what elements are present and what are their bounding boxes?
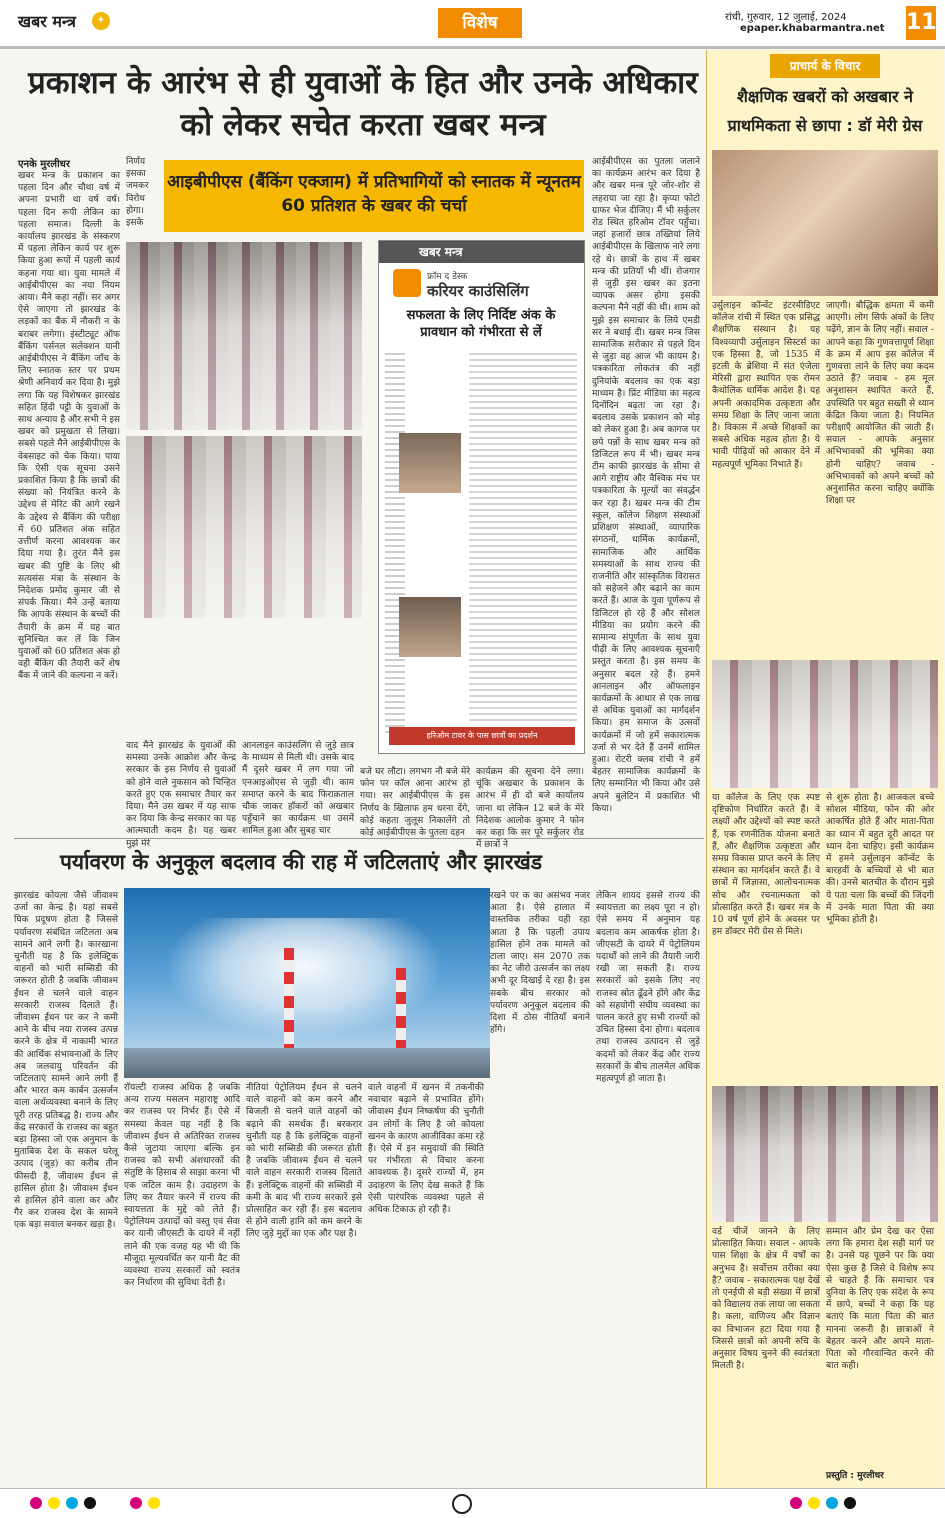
clip-portrait-2 [399, 597, 461, 657]
story2-column-3: नीतियां पेट्रोलियम ईंधन से चलने वाले वाहनों को कम करने और बिजली से चलने वाले वाहनों को बढ़ाने की समर्थक हैं। बरकरार चुनौती यह है कि इलेक्ट्रिक वाहनों को भारी सब्सिडी की जरूरत होती है जबकि जीवाश्म ईंधन से चलने वाले वाहन सरकारी राजस्व दिलाते हैं। इलेक्ट्रिक वाहनों की सब्सिडी में कमी के बाद भी राज्य सरकारें इसे प्रोत्साहित कर रही हैं। इस बदलाव से होने वाली हानि को कम करने के लिए जुड़े मुद्दों का एक और पक्ष है। [246, 1083, 362, 1240]
story2-column-1: झारखंड कोयला जैसे जीवाश्म उर्जा का केन्द्र है। यहां सबसे घिक प्रदूषण होता है जिससे पर्यावरण संबंधित जटिलता अब सामने आने लगी है। कारखाना चुनौती यह है कि इलेक्ट्रिक वाहनों को भारी सब्सिडी की जरूरत होती है जबकि जीवाश्म ईंधन से चलने वाले वाहन सरकारी राजस्व दिलाते हैं। जीवाश्म ईंधन पर कर ने कमी आने के बीच नया राजस्व उत्पन्न करने के क्षेत्र में नाकामी भारत की आर्थिक संभावनाओं के लिए अब जलवायु परिवर्तन की जटिलताएं सामने आने लगी हैं और भारत कम कार्बन उत्सर्जन वाला अर्थव्यवस्था बनाने के लिए पूरी तरह प्रतिबद्ध है। राज्य और केंद्र सरकारों के राजस्व का बहुत बड़ा हिस्सा जो एक अनुमान के मुताबिक देश के सकल घरेलू उत्पाद (जुड़) का करीब तीन फीसदी है, जीवाश्म ईंधन से हासिल होता है। जीवाश्म ईंधन से हासिल होने वाला कर और गैर कर राजस्व देश के सामने एक बड़ा सवाल बनकर खड़ा है। [14, 891, 118, 1231]
lead-headline: प्रकाशन के आरंभ से ही युवाओं के हित और उनके अधिकार को लेकर सचेत करता खबर मन्त्र [28, 65, 698, 143]
lead-column-2-top: निर्णय इसका जमकर विरोध होगा। इसके [126, 157, 149, 229]
story2-column-4: वाले वाहनों में खनन में तकनीकी नवाचार बढ़ाने से प्रभावित होंगे। जीवाश्म ईंधन निष्कर्षण की चुनौती उन लोगों के लिए है जो कोयला खनन के कारण आजीविका कमा रहे हैं। ऐसे में इन समुदायों की स्थिति पर गंभीरता से विचार करना आवश्यक है। दूसरे राज्यों में, हम उदाहरण के लिए देख सकते हैं कि ऐसी पारंपरिक व्यवस्था पहले से अधिक टिकाऊ हो रही है। [368, 1083, 484, 1216]
clip-text-block [385, 353, 405, 733]
lead-column-2-bottom: वाद मैने झारखंड के युवाओं की समस्या उनके आक्रोश और केन्द्र सरकार के इस निर्णय से युवाओं को होने वाले नुकसान को चिन्हित करते हुए एक समाचार तैयार कर दिया। मैने उस खबर में यह साफ कर दिया कि केन्द्र सरकार का यह आत्मघाती कदम है। यह खबर मुझे मेरे [126, 741, 236, 849]
masthead [0, 0, 945, 49]
plant-ground [124, 1048, 490, 1078]
yellow-mark-icon-3 [808, 1497, 820, 1509]
lead-byline: एनके मुरलीधर [18, 159, 70, 170]
sidebar-headline: शैक्षणिक खबरों को अखबार ने प्राथमिकता से छापा : डॉ मेरी ग्रेस [727, 87, 923, 135]
yellow-mark-icon [48, 1497, 60, 1509]
clip-series-small: फ्रॉम द डेस्क [427, 272, 468, 282]
page-number: 11 [906, 6, 936, 40]
classroom-photo [712, 1086, 938, 1222]
students-photo-hall [126, 242, 362, 430]
clip-footer: हरिओम टावर के पास छात्रों का प्रदर्शन [389, 727, 575, 745]
black-mark-icon-3 [844, 1497, 856, 1509]
issue-date: रांची, गुरुवार, 12 जुलाई, 2024 [725, 12, 847, 23]
epaper-link[interactable]: epaper.khabarmantra.net [740, 23, 885, 34]
sidebar-column-1: उर्सुलाइन कॉन्वेंट इंटरमीडिएट कॉलेज रांची में स्थित एक प्रसिद्ध शैक्षणिक संस्थान है। यह विश्वव्यापी उर्सुलाइन सिस्टर्स का एक हिस्सा है, जो 1535 में इटली के ब्रेशिया में संत एंजेला मेरिसी द्वारा स्थापित एक रोमन कैथोलिक धार्मिक आदेश है। यह अपनी अकादमिक उत्कृष्टता और समग्र शिक्षा के लिए जाना जाता है। विकास में अच्छे शिक्षकों का सबसे अधिक महत्व होता है। ये भावी पीढ़ियों को आकार देने में महत्वपूर्ण भूमिका निभाते हैं। [712, 301, 820, 470]
section-label: विशेष [438, 8, 522, 38]
black-mark-icon [84, 1497, 96, 1509]
students-photo-sidebar [712, 660, 938, 788]
lead-banner: आइबीपीएस (बैंकिंग एक्जाम) में प्रतिभागियों को स्नातक में न्यूनतम 60 प्रतिशत के खबर की चर्चा [164, 160, 584, 232]
cyan-mark-icon [66, 1497, 78, 1509]
story2-column-5: रखने पर क का असंभव नजर आता है। ऐसे हालात में वास्तविक तरीका यही रहा आता है कि पहली उपाय हासिल होने तक मामले को टाला जाए। सन 2070 तक का नेट जीरो उत्सर्जन का लक्ष्य अभी दूर दिखाई दे रहा है। इस सबके बीच सरकार को पर्यावरण अनुकूल बदलाव की दिशा में ठोस नीतियाँ बनाने होंगे। [490, 891, 590, 1036]
clip-headline: सफलता के लिए निर्दिष्ट अंक के प्रावधान को गंभीरता से लें [406, 308, 556, 340]
clip-portrait-1 [399, 433, 461, 493]
clip-text-columns [469, 353, 577, 723]
sidebar-column-3: या कॉलेज के लिए एक स्पष्ट दृष्टिकोण निर्धारित करते हैं। वे लक्ष्यों और उद्देश्यों को स्पष्ट करते हैं, एक रणनीतिक योजना बनाते हैं, और शैक्षणिक उत्कृष्टता और समग्र विकास प्राप्त करने के लिए संस्थान का मार्गदर्शन करते हैं। वे छात्रों में जिज्ञासा, आलोचनात्मक सोच और रचनात्मकता को प्रोत्साहित करते हैं। खबर मंत्र के 10 वर्ष पूर्ण होने के अवसर पर हम डॉक्टर मेरी ग्रेस से मिले। [712, 793, 820, 938]
sidebar-column-6: सम्मान और प्रेम देख कर ऐसा लगा कि हमारा देश सही मार्ग पर है। उनसे यह पूछने पर कि क्या ऐसा कुछ है जिसे वे विशेष रूप से चाहते हैं कि समाचार पत्र दुनिया के लिए एक संदेश के रूप में छापे, बच्चों ने कहा कि यह बताएं कि माता पिता की बात मानना जरूरी है। छात्राओं ने बेहतर करने और अपने माता-पिता को गौरवान्वित करने की बात कही। [826, 1227, 934, 1372]
brand-logo-icon: ✦ [92, 12, 110, 30]
sidebar-tag: प्राचार्य के विचार [770, 54, 880, 78]
cyan-mark-icon-3 [826, 1497, 838, 1509]
newspaper-clipping [378, 240, 585, 754]
clip-logo-icon [393, 269, 421, 297]
sidebar-credit: प्रस्तुति : मुरलीधर [826, 1471, 884, 1481]
clip-series: करियर काउंसिलिंग [427, 282, 529, 300]
story2-column-6: लेकिन शायद इससे राज्य की स्वायत्तता का लक्ष्य पूरा न हो। ऐसे समय में अनुमान यह बदलाव कम आकर्षक होता है। जीएसटी के दायरे में पेट्रोलियम पदार्थों को लाने की तैयारी जारी रखी जा सकती है। राज्य सरकारों को इसके लिए नए राजस्व स्रोत ढूँढने होंगे और केंद्र को सहयोगी संघीय व्यवस्था का पालन करते हुए सभी राज्यों को उचित हिस्सा देना होगा। बदलाव तथा राजस्व उत्पादन से जुड़े कदमों को लेकर केंद्र और राज्य सरकारों के बीच तालमेल अधिक महत्वपूर्ण हो जाता है। [596, 891, 700, 1085]
power-plant-photo [124, 888, 490, 1078]
students-photo-protest [126, 436, 362, 618]
story2-headline: पर्यावरण के अनुकूल बदलाव की राह में जटिलताएं और झारखंड [60, 850, 543, 874]
yellow-mark-icon-2 [148, 1497, 160, 1509]
story-divider [14, 838, 704, 839]
magenta-mark-icon-3 [790, 1497, 802, 1509]
sidebar-column-2: जाएगी। बौद्धिक क्षमता में कमी आएगी। लोग सिर्फ अंकों के लिए पढ़ेंगे, ज्ञान के लिए नहीं। सवाल - आपने कहा कि गुणवत्तापूर्ण शिक्षा के क्रम में आप इस कॉलेज में गुणवत्ता लाने के लिए क्या कदम उठाते हैं? जवाब - हम मूल अनुशासन स्थापित करते हैं, उपस्थिति पर बहुत सख्ती से ध्यान केंद्रित किया जाता है। नियमित परीक्षाएँ आयोजित की जाती हैं। सवाल - आपके अनुसार अभिभावकों की भूमिका क्या होनी चाहिए? जवाब - अभिभावकों को अपने बच्चों को अनुशासित करना चाहिए क्योंकि शिक्षा पर [826, 301, 934, 507]
sidebar-column-5: वर्ड चीजें जानने के लिए प्रोत्साहित किया। सवाल - आपके पास शिक्षा के क्षेत्र में वर्षों का अनुभव है। सर्वोत्तम तरीका क्या है? जवाब - सकारात्मक पक्ष देखें तो एनईपी से बड़ी संख्या में छात्रों को विद्यालय तक लाया जा सकता है। कला, वाणिज्य और विज्ञान का विभाजन हटा दिया गया है जिससे छात्रों को अपनी रुचि के अनुसार विषय चुनने की स्वतंत्रता मिलती है। [712, 1227, 820, 1372]
clip-brand: खबर मन्त्र [379, 241, 584, 263]
lead-column-4: बजे घर लौटा। लगभग नौ बजे मेरे फोन पर कॉल आना आरंभ हो गया। सर आईबीपीएस के इस निर्णय के खिलाफ हम धरना देंगे, कोई कहता जुलूस निकालेंगे तो कोई आईबीपीएस के पुतला दहन [360, 767, 470, 839]
magenta-mark-icon [30, 1497, 42, 1509]
lead-column-1: खबर मन्त्र के प्रकाशन का पहला दिन और चौथा वर्ष में अपना प्रभारी था वर्ष वर्ष। पहला दिन रूपी लेकिन का पहला समाज। दिल्ली के कार्यालय झारखंड के संस्करण में पहला लेकिन कार्य पर शुरू किया हुआ रूपों में पहली कार्य कहना गया था। युवा मामले में आईबीपीएस का नया नियम आया। मैने कहा नहीं। सर अगर ऐसे जाएगा तो झारखंड के लड़कों का बैंक में नौकरी न के बराबर लगेगा। इंस्टीट्यूट ऑफ बैंकिंग पर्सनल सलेक्शन यानी आईबीपीएस ने बैंकिंग जाँच के लिए स्नातक स्तर पर प्रथम श्रेणी अनिवार्य कर दिया है। मुझे लगा कि यह विशेषकर झारखंड सहित हिंदी पट्टी के युवाओं के साथ अन्याय है और सभी ने इस खबर को प्रमुखता से लिखा। सबसे पहले मैने आईबीपीएस के वेबसाइट को चेक किया। पाया कि ऐसी एक सूचना उसने प्रकाशित किया है कि छात्रों की संख्या को नियंत्रित करने के उद्देश्य से मेरिट की आगे रखने के उद्देश्य से बैंकिंग की परीक्षा में 60 प्रतिशत अंक सहित उत्तीर्ण करना आवश्यक कर दिया गया है। तुरंत मैने इस खबर की पुष्टि के लिए श्री सत्यसंस मंत्रा के संस्थान के निदेशक प्रमोद कुमार जी से संपर्क किया। मैने उन्हें बताया कि आपके संस्थान के बच्चों की तैयारी के क्रम में यह बात सुनिश्चित कर लें कि जिन युवाओं को 60 प्रतिशत अंक हो वही बैंकिंग की तैयारी करें शेष बैंक में जाने की कल्पना न करें। [18, 171, 120, 682]
lead-column-5: कार्यक्रम की सूचना देने लगा। चूंकि अखबार के प्रकाशन के आरंभ में ही दो बजे कार्यालय जाना था लेकिन 12 बजे के मेरे निदेशक आलोक कुमार ने फोन कर कहा कि सर पूरे सर्कुलर रोड में छात्रों ने [476, 767, 584, 851]
lead-column-6: आईबीपीएस का पुतला जलाने का कार्यक्रम आरंभ कर दिया है और खबर मन्त्र पूरे जोर-शोर से लहराया जा रहा है। कृप्या फोटो ग्राफर भेज दीजिए। मैं भी सर्कुलर रोड स्थित हरिओम टॉवर पहुँचा। जहां हजारों छात्र तख्तियां लिये आईबीपीएस के खिलाफ नारे लगा रहे थे। छात्रों के हाथ में खबर मन्त्र की प्रतियाँ भी थीं। रोजगार से जुड़ी इस खबर का इतना व्यापक असर होगा इसकी कल्पना मैने नहीं की थी। शाम को मुझे इस समाचार के लिये एमडी सर ने बधाई दी। खबर मन्त्र जिस सामाजिक सरोकार से पहले दिन से जुड़ा वह आज भी कायम है। पत्रकारिता लोकतंत्र की नहीं दुनियांके बदलाव का एक बड़ा माध्यम है। प्रिंट मीडिया का महत्व दिनोंदिन बढ़ता जा रहा है। बदलाव उसके प्रकाशन को मोड़ को लेकर हुआ है। अब कागज पर छपे पन्नों के साथ खबर मन्त्र को डिजिटल रूप में भी। खबर मन्त्र टीम काफी झारखंड के सीमा से आगे राष्ट्रीय और वैश्विक मंच पर पत्रकारिता के मूल्यों का संवर्द्धन कर रहा है। खबर मन्त्र की टीम स्कूल, कॉलेज शिक्षण संस्थाओं प्रशिक्षण संस्थाओं, व्यापारिक संगठनों, धार्मिक कार्यक्रमों, सामाजिक और आर्थिक समस्याओं के साथ राज्य की राजनीति और सांस्कृतिक विरासत को सहेजने और बढ़ाने का काम करते हैं। आज के युवा पूर्णरूप से डिजिटल हो रहे हैं और सोशल मीडिया का प्रयोग करने की सामान्य संपूर्णता के साथ युवा पीढ़ी के लिए आवश्यक सूचनाएँ प्रस्तुत करता है। इस समय के अनुसार बदल रहे हैं। हमने आनलाइन और ऑफलाइन कार्यक्रमों के आधार से एक लाख से अधिक युवाओं का मार्गदर्शन किया। हम समाज के उत्सवों कार्यक्रमों में जो हमें सकारात्मक उर्जा से भर देते हैं उनमें शामिल हुआ। रोटरी क्लब रांची ने हमें बेहतर सामाजिक कार्यक्रमों के लिए सम्मानित भी किया और उसे अपने बुलेटिन में प्रकाशित भी किया। [592, 157, 700, 814]
crosshair-icon [452, 1494, 472, 1514]
story2-column-2: रॉयल्टी राजस्व अधिक है जबकि अन्य राज्य मसलन महाराष्ट्र आदि कर राजस्व पर निर्भर हैं। ऐसे में समस्या केवल यह नहीं है कि जीवाश्म ईंधन से अतिरिक्त राजस्व कैसे जुटाया जाएगा बल्कि इन राजस्व को सभी अंशधारकों की संतुष्टि के हिसाब से साझा करना भी एक जटिल काम है। उदाहरण के लिए कर तैयार करने में राज्य की स्वायत्तता के मुद्दे को लेते हैं। पेट्रोलियम उत्पादों को वस्तु एवं सेवा कर यानी जीएसटी के दायरे में नहीं लाने की एक वजह यह भी थी कि मौजूदा मूल्यवर्धित कर यानी वैट की व्यवस्था राज्य सरकारों को स्वतंत्र कर निर्धारण की सुविधा देती है। [124, 1083, 240, 1289]
sidebar-column-4: से शुरू होता है। आजकल बच्चे सोशल मीडिया, फोन की ओर आकर्षित होते हैं और माता-पिता का ध्यान में बहुत दूरी आदत पर ध्यान देना चाहिए। इसी कार्यक्रम में हमने उर्सुलाइन कॉन्वेंट के बारहवीं के बच्चियों से भी बात की। उनसे बातचीत के दौरान मुझे ये पता चला कि बच्चों की जिंदगी में उनके माता पिता की क्या भूमिका होती है। [826, 793, 934, 926]
registration-bar [0, 1488, 945, 1518]
masthead-brand: खबर मन्त्र [18, 12, 76, 31]
magenta-mark-icon-2 [130, 1497, 142, 1509]
lead-column-3: आनलाइन काउंसलिंग से जुड़े छात्र के माध्यम से मिली थी। उसके बाद मैं दूसरे खबर में लग गया जो एनआइओएस से जुड़ी थी। काम समाप्त करने के बाद फिराक़ताल चौक जाकर हॉकरों को अखबार पहुँचाने का कार्यक्रम था उसमें शामिल हुआ और सुबह चार [242, 741, 354, 837]
principal-photo [712, 150, 938, 296]
